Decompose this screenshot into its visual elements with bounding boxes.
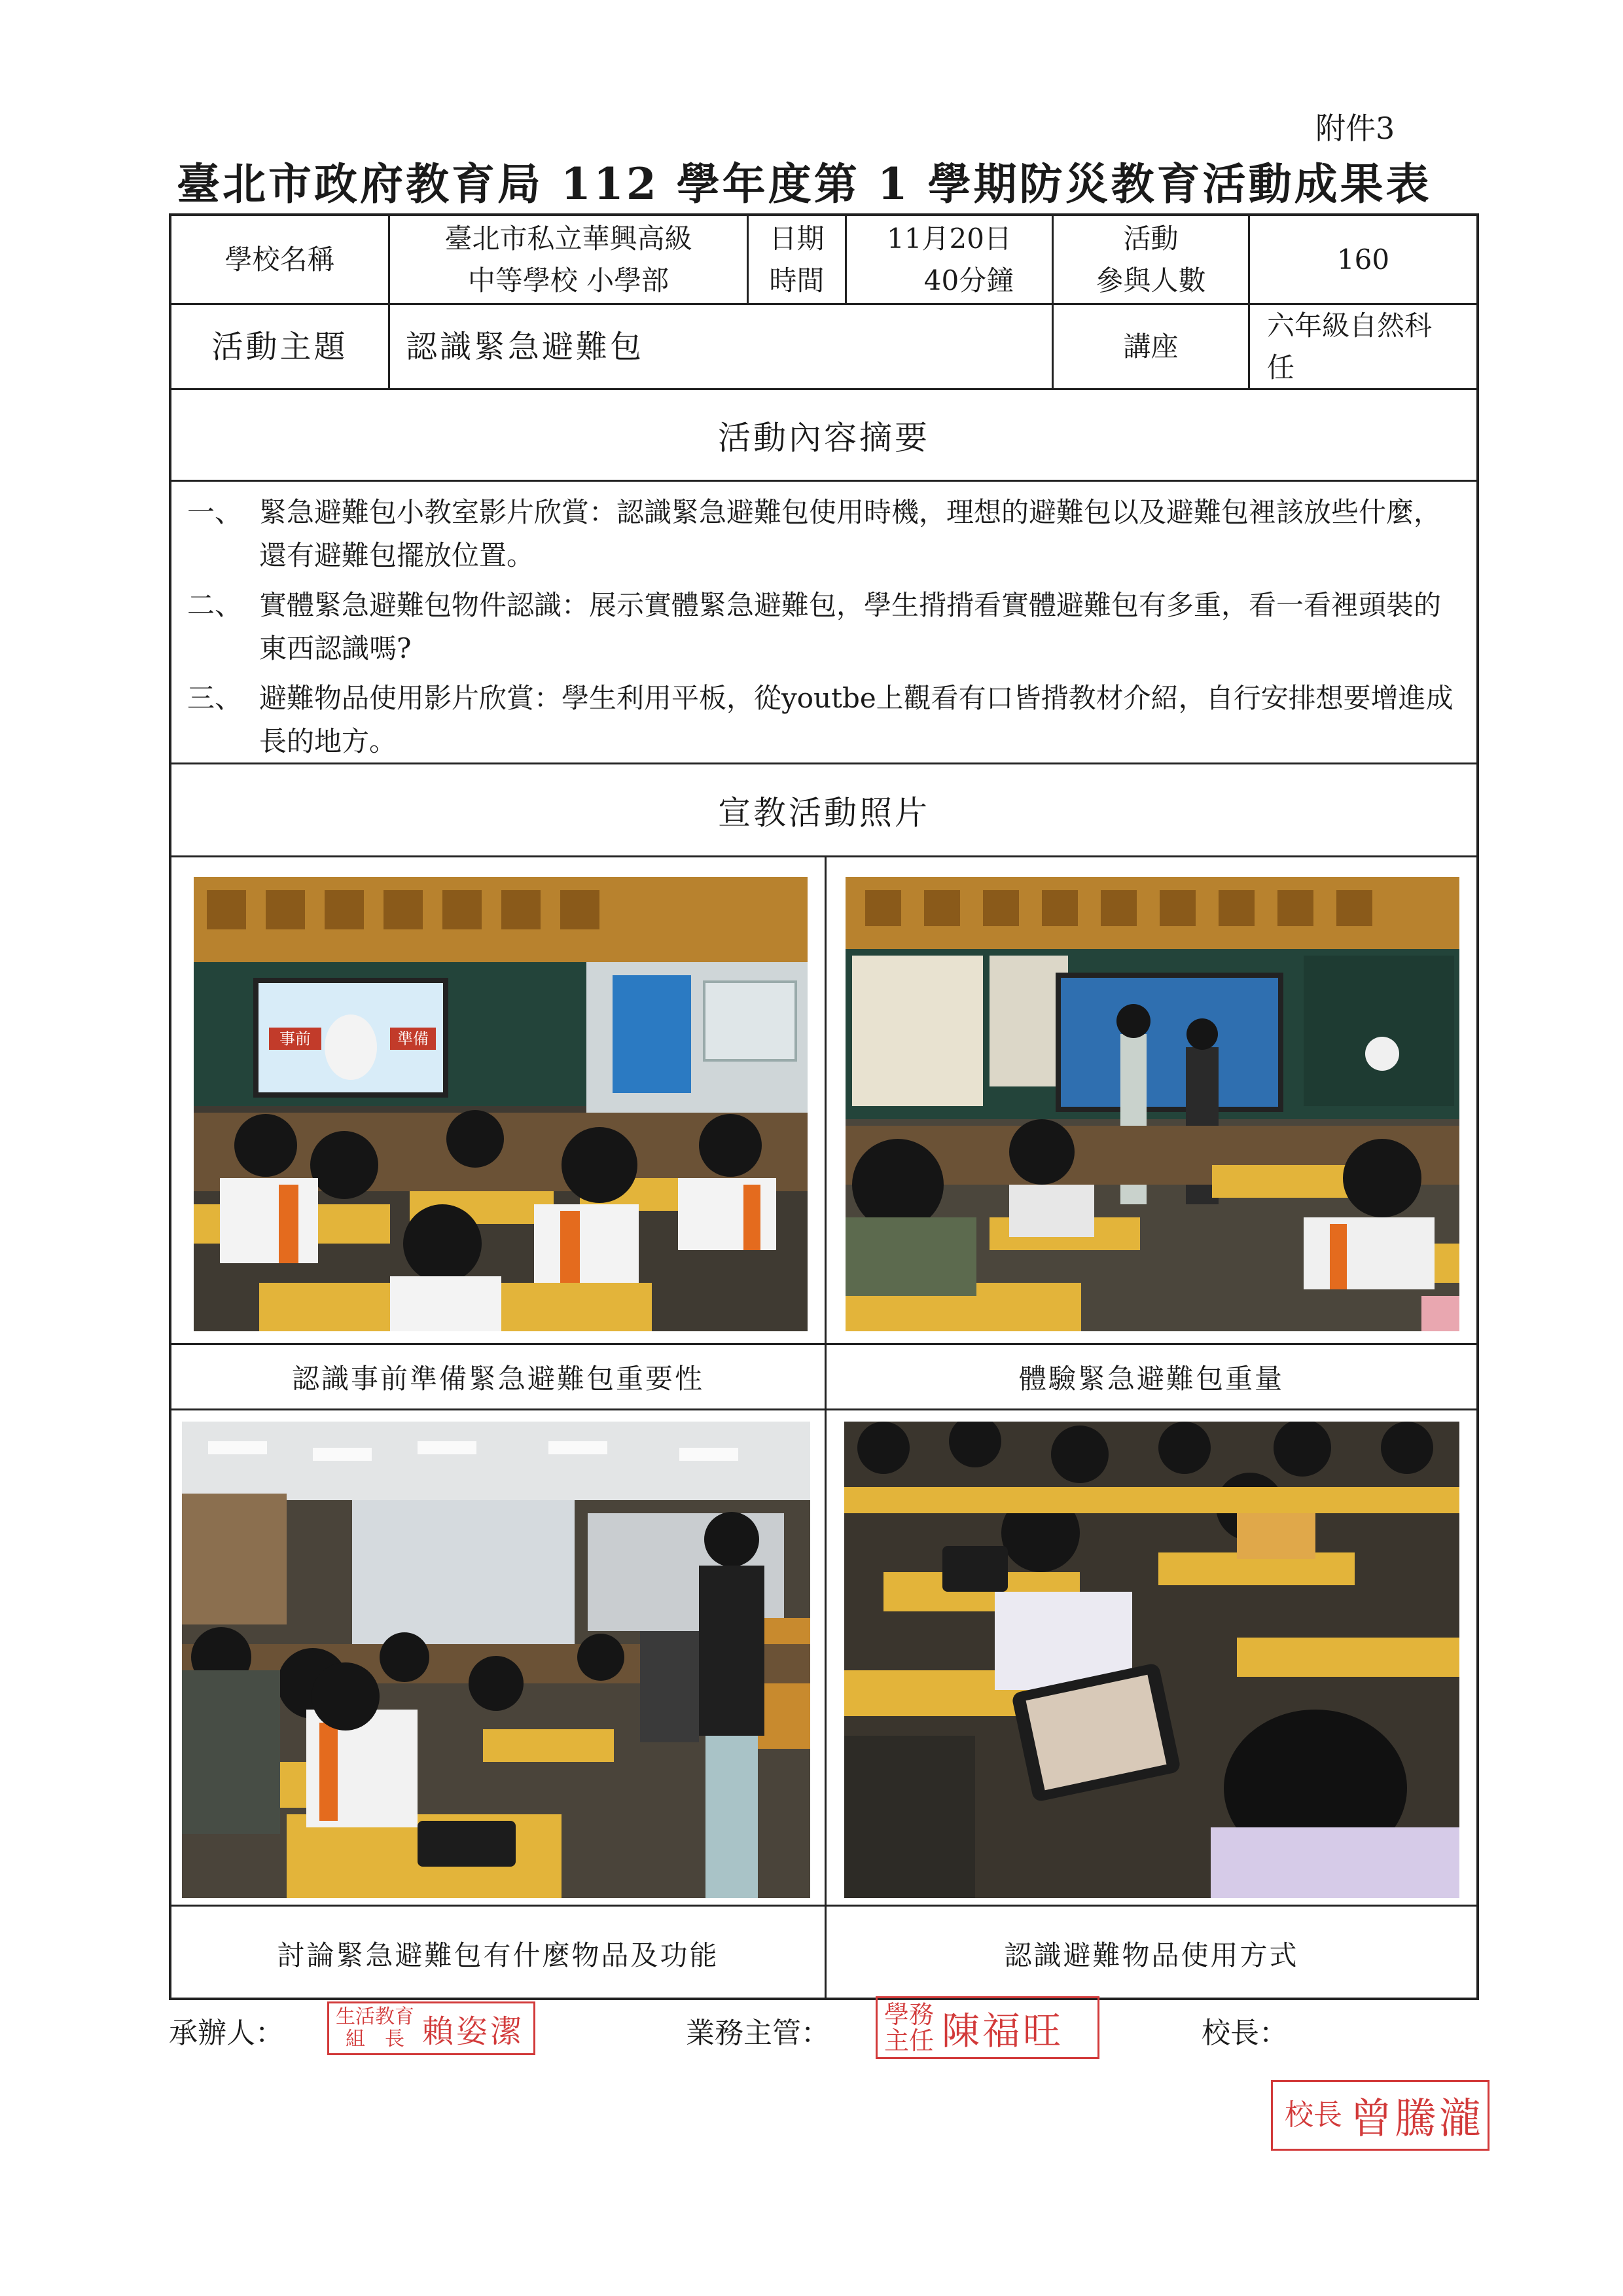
lecture-label: 講座 xyxy=(1054,305,1250,388)
supervisor-stamp-title: 學務 主任 xyxy=(884,2000,935,2055)
annex-label: 附件3 xyxy=(1315,111,1395,146)
topic-value: 認識緊急避難包 xyxy=(390,305,1054,388)
participants-value: 160 xyxy=(1336,243,1390,276)
school-value: 臺北市私立華興高級 中等學校 小學部 xyxy=(390,216,749,303)
school-label: 學校名稱 xyxy=(171,216,390,303)
photo-caption-1: 認識事前準備緊急避難包重要性 xyxy=(291,1362,704,1395)
summary-list xyxy=(171,482,1476,763)
screen-text-2: 準備 xyxy=(397,1030,429,1048)
date-value: 11月20日 40分鐘 xyxy=(847,216,1054,303)
supervisor-stamp-name: 陳福旺 xyxy=(942,2009,1064,2053)
info-row xyxy=(171,216,1476,305)
principal-stamp-title: 校長 xyxy=(1285,2098,1342,2132)
photos-heading: 宣教活動照片 xyxy=(718,793,930,832)
supervisor-label: 業務主管： xyxy=(686,2017,830,2050)
photo-caption-3: 討論緊急避難包有什麼物品及功能 xyxy=(277,1939,719,1971)
photo-grid-divider xyxy=(171,1408,1476,1410)
activity-photo-2 xyxy=(846,877,1459,1331)
topic-row xyxy=(171,305,1476,390)
handler-stamp xyxy=(327,2001,535,2055)
supervisor-stamp xyxy=(876,1996,1099,2059)
principal-stamp xyxy=(1271,2080,1489,2151)
summary-heading: 活動內容摘要 xyxy=(718,418,930,457)
date-label: 日期 時間 xyxy=(749,216,847,303)
summary-item: 二、 實體緊急避難包物件認識：展示實體緊急避難包，學生揹揹看實體避難包有多重，看一看裡頭裝的東西認識嗎? xyxy=(187,589,1442,664)
lecture-value: 六年級自然科 任 xyxy=(1267,309,1433,384)
handler-stamp-title: 生活教育 組 長 xyxy=(336,2005,414,2051)
summary-item: 一、 緊急避難包小教室影片欣賞：認識緊急避難包使用時機，理想的避難包以及避難包裡該放些什麼，還有避難包擺放位置。 xyxy=(187,496,1442,571)
handler-label: 承辦人： xyxy=(169,2017,284,2050)
document-title: 臺北市政府教育局 112 學年度第 1 學期防災教育活動成果表 xyxy=(177,158,1432,209)
summary-item: 三、 避難物品使用影片欣賞：學生利用平板，從youtbe上觀看有口皆揹教材介紹，自行安排想要增進成長的地方。 xyxy=(187,682,1454,757)
summary-heading-row xyxy=(171,390,1476,482)
photos-heading-row xyxy=(171,764,1476,857)
photo-grid-divider xyxy=(825,857,827,2000)
handler-stamp-name: 賴姿潔 xyxy=(422,2013,525,2050)
activity-photo-1 xyxy=(194,877,808,1331)
principal-label: 校長： xyxy=(1202,2017,1288,2050)
photo-caption-2: 體驗緊急避難包重量 xyxy=(1018,1362,1284,1395)
topic-label: 活動主題 xyxy=(171,305,390,388)
principal-stamp-name: 曾騰瀧 xyxy=(1350,2095,1484,2144)
activity-photo-3 xyxy=(182,1422,810,1898)
summary-content-row xyxy=(171,482,1476,764)
activity-photo-4 xyxy=(844,1422,1459,1898)
photo-caption-4: 認識避難物品使用方式 xyxy=(1004,1939,1299,1971)
report-form xyxy=(169,213,1479,2000)
participants-label: 活動 參與人數 xyxy=(1054,216,1250,303)
screen-text-1: 事前 xyxy=(279,1030,311,1048)
